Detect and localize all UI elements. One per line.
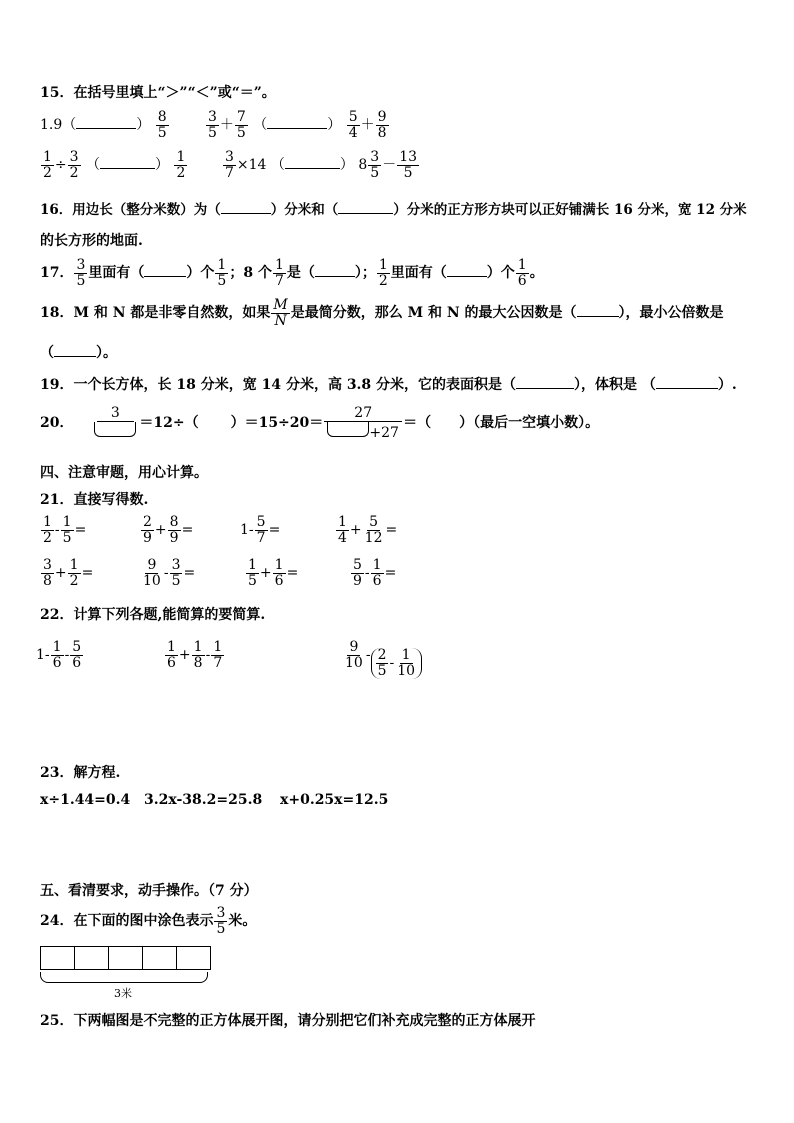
- fraction: $\frac{3}{5}$: [370, 149, 380, 181]
- equation: 3.2x-38.2=25.8: [144, 792, 263, 808]
- answer-blank[interactable]: [577, 304, 619, 317]
- answer-blank[interactable]: [76, 116, 136, 129]
- q22-expr3: $\frac{9}{10}$ - $\frac{2}{5}$ - $\frac{1}{10}$: [342, 640, 422, 679]
- fraction: $\frac{1}{2}$: [43, 149, 52, 181]
- q24-title: 24．在下面的图中涂色表示 $\frac{3}{5}$ 米。: [40, 905, 257, 937]
- fraction: $\frac{8}{5}$: [157, 109, 167, 141]
- answer-blank[interactable]: [144, 264, 186, 277]
- fraction: $\frac{5}{4}$: [348, 109, 358, 141]
- q22-expr1: 1- $\frac{1}{6}$ - $\frac{5}{6}$: [36, 639, 82, 671]
- fraction: $\frac{7}{5}$: [236, 109, 246, 141]
- q21-item: $\frac{5}{9}$ - $\frac{1}{6}$ =: [353, 557, 397, 589]
- answer-blank[interactable]: [338, 201, 393, 214]
- fraction: $\frac{3}{5}$: [208, 109, 217, 141]
- q17: 17． $\frac{3}{5}$ 里面有（ ）个 $\frac{1}{5}$ ；8 个 $\frac{1}{7}$ 是（ ）； $\frac{1}{2}$ 里面有（ ）个 $\frac{1}{6}$ 。: [40, 257, 544, 289]
- q15-a-left: 1.9（: [40, 117, 77, 134]
- q15-row1: [40, 110, 170, 140]
- q21-item: $\frac{2}{9}$ + $\frac{8}{9}$ =: [143, 514, 194, 546]
- brace-label: 3米: [114, 987, 132, 1000]
- q21-item: $\frac{1}{2}$ - $\frac{1}{5}$ =: [43, 514, 87, 546]
- q20: 20． 3 ＝12÷（ ）＝15÷20＝ $\frac{27}{+27}$ ＝（ ）（最后一空填小数）。: [40, 405, 600, 441]
- answer-blank[interactable]: [447, 264, 487, 277]
- brace: [40, 972, 208, 983]
- answer-blank[interactable]: [315, 264, 355, 277]
- q15-d: $\frac{3}{7}$ ×14 （ ） 8 $\frac{3}{5}$ － $\frac{13}{5}$: [225, 149, 418, 181]
- strip-cell[interactable]: [108, 946, 143, 970]
- equation: x÷1.44=0.4: [40, 792, 131, 808]
- q16-line2: 的长方形的地面.: [40, 233, 143, 249]
- q15-row2: $\frac{1}{2}$ ÷ $\frac{3}{2}$ （ ） $\frac{1}{2}$: [43, 149, 186, 181]
- strip-cell[interactable]: [40, 946, 75, 970]
- answer-blank[interactable]: [656, 376, 718, 389]
- q22-title: 22．计算下列各题,能简算的要简算.: [40, 607, 266, 623]
- q18-line2: （ ）。: [40, 345, 117, 361]
- answer-blank[interactable]: [221, 201, 271, 214]
- parenthesis-group: $\frac{2}{5}$ - $\frac{1}{10}$: [371, 648, 422, 678]
- section-heading: 五、看清要求，动手操作。（7 分）: [40, 883, 258, 899]
- fraction: $\frac{3}{7}$: [225, 149, 234, 181]
- q23-title: 23．解方程.: [40, 765, 121, 781]
- answer-blank[interactable]: [54, 344, 96, 357]
- equation: x+0.25x=12.5: [280, 792, 389, 808]
- strip-cell[interactable]: [142, 946, 177, 970]
- q25-title: 25．下两幅图是不完整的正方体展开图，请分别把它们补充成完整的正方体展开: [40, 1013, 536, 1029]
- q21-item: $\frac{1}{5}$ + $\frac{1}{6}$ =: [248, 557, 299, 589]
- q21-title: 21．直接写得数.: [40, 492, 149, 508]
- q21-item: 1- $\frac{5}{7}$ =: [240, 514, 281, 546]
- answer-blank[interactable]: [285, 156, 340, 169]
- strip-cell[interactable]: [74, 946, 109, 970]
- q15-b: $\frac{3}{5}$ ＋ $\frac{7}{5}$ （ ） $\frac{5}{4}$ ＋ $\frac{9}{8}$: [208, 109, 387, 141]
- strip-diagram: [40, 946, 211, 970]
- q16-line1: 16．用边长（整分米数）为（ ）分米和（ ）分米的正方形方块可以正好铺满长 16 分米，宽 12 分米: [40, 202, 747, 218]
- section-heading: 四、注意审题，用心计算。: [40, 465, 208, 481]
- q21-item: $\frac{3}{8}$ + $\frac{1}{2}$ =: [43, 557, 94, 589]
- q18-line1: 18．M 和 N 都是非零自然数，如果 $\frac{M}{N}$ 是最简分数，那么 M 和 N 的最大公因数是（ ），最小公倍数是: [40, 297, 724, 329]
- answer-blank[interactable]: [94, 422, 136, 437]
- q19: 19．一个长方体，长 18 分米，宽 14 分米，高 3.8 分米，它的表面积是（ ），体积是 （ ）.: [40, 377, 737, 393]
- q21-item: $\frac{1}{4}$ + $\frac{5}{12}$ =: [338, 514, 398, 546]
- fraction: $\frac{9}{8}$: [377, 109, 387, 141]
- answer-blank[interactable]: [327, 422, 369, 437]
- strip-cell[interactable]: [176, 946, 211, 970]
- answer-blank[interactable]: [267, 116, 327, 129]
- fraction: $\frac{13}{5}$: [399, 149, 418, 181]
- answer-blank[interactable]: [516, 376, 574, 389]
- fraction: $\frac{1}{2}$: [176, 149, 186, 181]
- q22-expr2: $\frac{1}{6}$ + $\frac{1}{8}$ - $\frac{1}{7}$: [167, 639, 223, 671]
- paren-close: ）: [136, 117, 151, 134]
- q15-title: 15．在括号里填上“＞”“＜”或“＝”。: [40, 85, 276, 101]
- answer-blank[interactable]: [100, 156, 155, 169]
- fraction: $\frac{3}{2}$: [69, 149, 79, 181]
- q21-item: $\frac{9}{10}$ - $\frac{3}{5}$ =: [143, 557, 196, 589]
